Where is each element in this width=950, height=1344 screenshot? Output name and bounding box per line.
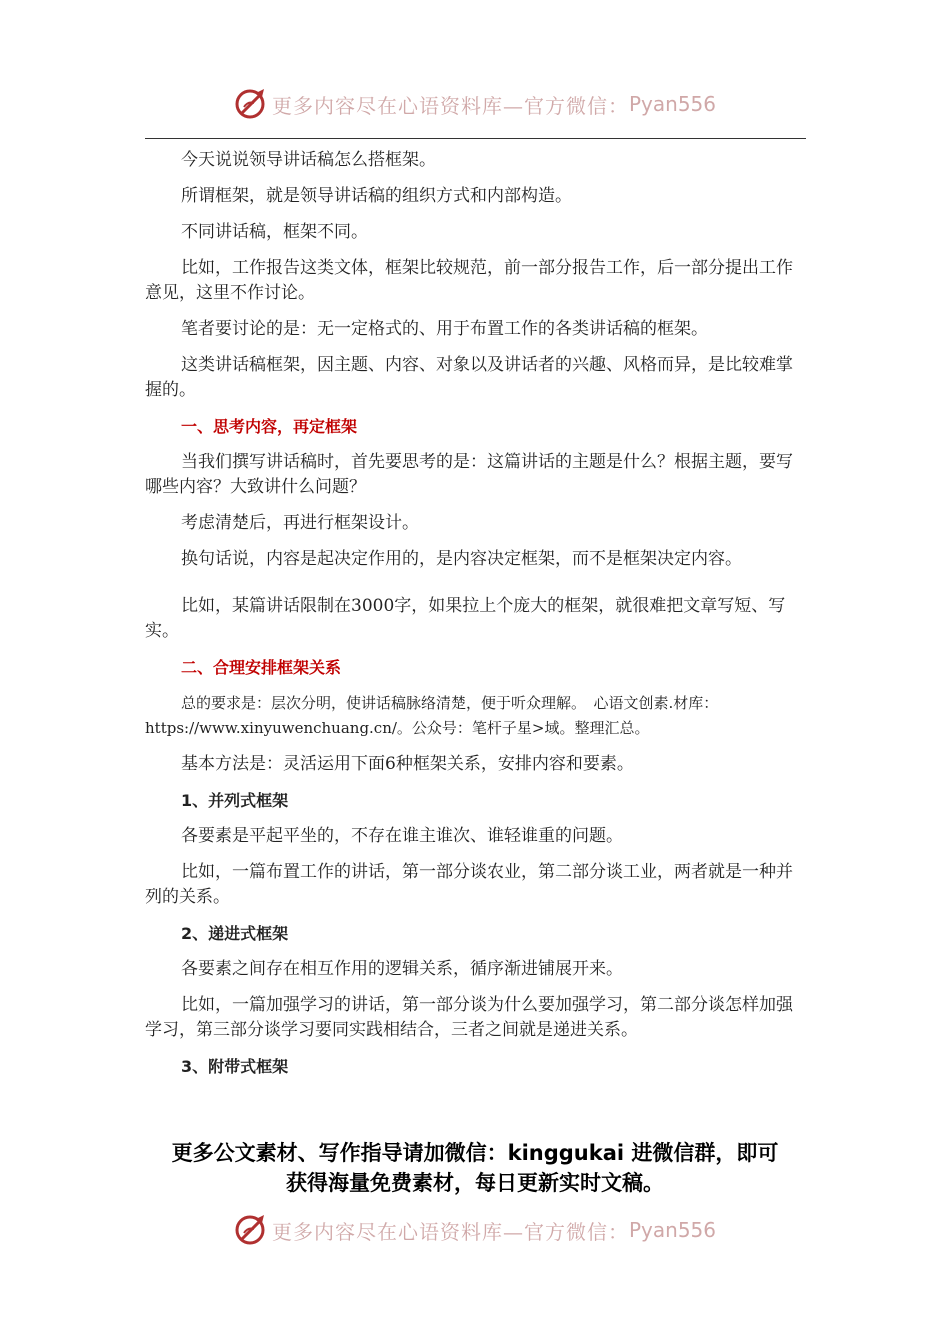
section-heading: 二、合理安排框架关系 <box>181 658 342 677</box>
pen-logo-icon <box>234 1213 268 1247</box>
paragraph: 笔者要讨论的是：无一定格式的、用于布置工作的各类讲话稿的框架。 <box>181 319 708 339</box>
paragraph: 各要素之间存在相互作用的逻辑关系，循序渐进铺展开来。 <box>181 959 623 979</box>
paragraph: 所谓框架，就是领导讲话稿的组织方式和内部构造。 <box>181 186 572 206</box>
paragraph: 各要素是平起平坐的，不存在谁主谁次、谁轻谁重的问题。 <box>181 826 623 846</box>
paragraph: 考虑清楚后，再进行框架设计。 <box>181 513 419 533</box>
paragraph: 当我们撰写讲话稿时，首先要思考的是：这篇讲话的主题是什么？根据主题，要写哪些内容？大致讲什么问题？ <box>145 452 793 497</box>
promo-line: 更多公文素材、写作指导请加微信：kinggukai 进微信群，即可 <box>171 1141 779 1165</box>
banner-text: 更多内容尽在心语资料库—官方微信： <box>271 1219 629 1244</box>
paragraph: 比如，一篇布置工作的讲话，第一部分谈农业，第二部分谈工业，两者就是一种并列的关系。 <box>145 862 793 907</box>
banner-wechat-id: Pyan556 <box>628 92 716 116</box>
paragraph: 总的要求是：层次分明，使讲话稿脉络清楚，便于听众理解。 心语文创素.材库：https://www.xinyuwenchuang.cn/。公众号：笔杆子星>域。整理汇总。 <box>145 694 719 737</box>
promo-line: 获得海量免费素材，每日更新实时文稿。 <box>286 1171 664 1195</box>
subsection-heading: 1、并列式框架 <box>181 791 289 810</box>
pen-logo-icon <box>234 87 268 121</box>
paragraph: 这类讲话稿框架，因主题、内容、对象以及讲话者的兴趣、风格而异，是比较难掌握的。 <box>145 355 793 400</box>
document-body <box>145 148 806 1090</box>
subsection-heading: 3、附带式框架 <box>181 1057 289 1076</box>
paragraph: 比如，某篇讲话限制在3000字，如果拉上个庞大的框架，就很难把文章写短、写实。 <box>145 596 786 641</box>
banner-wechat-id: Pyan556 <box>628 1218 716 1242</box>
paragraph: 比如，一篇加强学习的讲话，第一部分谈为什么要加强学习，第二部分谈怎样加强学习，第三部分谈学习要同实践相结合，三者之间就是递进关系。 <box>145 995 793 1040</box>
footer-banner <box>0 1210 950 1250</box>
banner-text: 更多内容尽在心语资料库—官方微信： <box>271 93 629 118</box>
promo-notice <box>120 1138 830 1198</box>
subsection-heading: 2、递进式框架 <box>181 924 289 943</box>
header-divider <box>145 138 806 139</box>
paragraph: 比如，工作报告这类文体，框架比较规范，前一部分报告工作，后一部分提出工作意见，这里不作讨论。 <box>145 258 793 303</box>
header-banner <box>0 84 950 124</box>
paragraph: 基本方法是：灵活运用下面6种框架关系，安排内容和要素。 <box>181 754 634 774</box>
paragraph: 不同讲话稿，框架不同。 <box>181 222 368 242</box>
paragraph: 今天说说领导讲话稿怎么搭框架。 <box>181 150 436 170</box>
paragraph: 换句话说，内容是起决定作用的，是内容决定框架，而不是框架决定内容。 <box>181 549 742 569</box>
section-heading: 一、思考内容，再定框架 <box>181 417 358 436</box>
